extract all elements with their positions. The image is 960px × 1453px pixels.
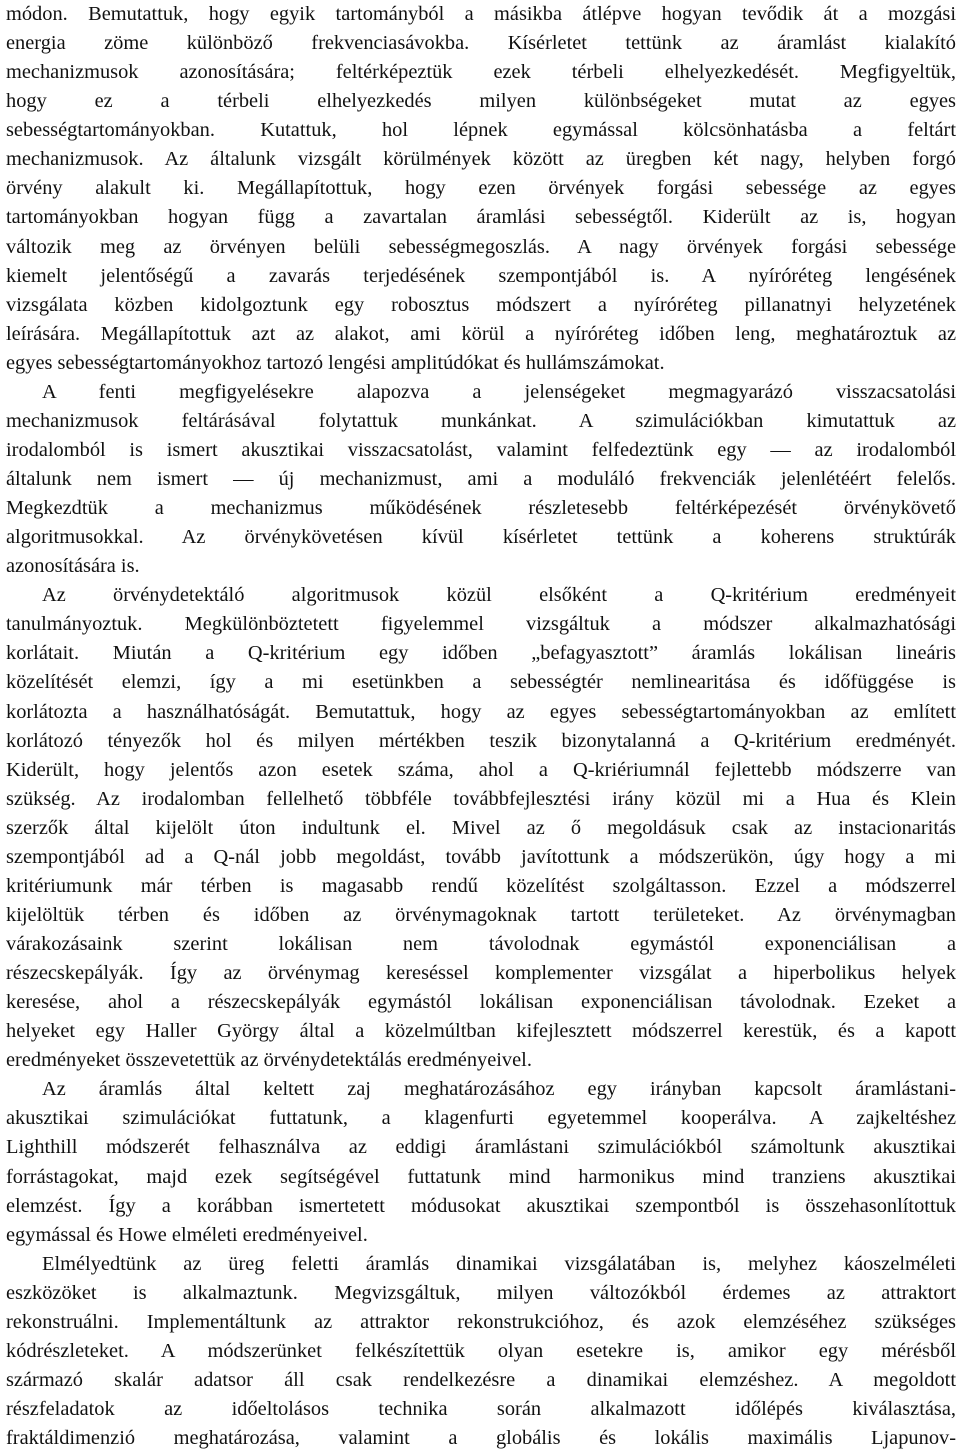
text-line: szempontjából ad a Q-nál jobb megoldást, tovább javítottunk a módszerükön, úgy hogy a mi [6,845,956,868]
text-line: örvény alakult ki. Megállapítottuk, hogy ezen örvények forgási sebessége az egyes [6,177,956,200]
text-line: mechanizmusok feltárásával folytattuk munkánkat. A szimulációkban kimutattuk az [6,409,956,432]
text-line: helyeket egy Haller György által a közelmúltban kifejlesztett módszerrel kerestük, és a kapott [6,1020,956,1043]
text-line: algoritmusokkal. Az örvénykövetésen kívül kísérletet tettünk a koherens struktúrák [6,526,956,549]
paragraph-first-line: A fenti megfigyelésekre alapozva a jelenségeket megmagyarázó visszacsatolási [42,380,956,403]
text-line: rekonstruálni. Implementáltunk az attraktor rekonstrukcióhoz, és azok elemzéséhez szükséges [6,1310,956,1333]
text-line: változik meg az örvényen belüli sebességmegoszlás. A nagy örvények forgási sebessége [6,235,956,258]
text-line: Lighthill módszerét felhasználva az eddigi áramlástani szimulációkból számoltunk akusztikai [6,1136,956,1159]
text-line: sebességtartományokban. Kutattuk, hol lépnek egymással kölcsönhatásba a feltárt [6,119,956,142]
document-page [6,0,956,1453]
text-line: általunk nem ismert — új mechanizmust, ami a moduláló frekvenciák jelenlétéért felelős. [6,468,956,490]
text-line: szükség. Az irodalomban fellelhető többféle továbbfejlesztési irány közül mi a Hua és Klein [6,787,956,810]
text-line: kiemelt jelentőségű a zavarás terjedésének szempontjából is. A nyíróréteg lengésének [6,264,956,287]
paragraph-first-line: Elmélyedtünk az üreg feletti áramlás dinamikai vizsgálatában is, melyhez káoszelméleti [42,1252,956,1275]
text-line: tartományokban hogyan függ a zavartalan áramlási sebességtől. Kiderült az is, hogyan [6,206,956,229]
text-line: irodalomból is ismert akusztikai visszacsatolást, valamint felfedeztünk egy — az irodalomból [6,438,956,461]
paragraph-first-line: Az örvénydetektáló algoritmusok közül elsőként a Q-kritérium eredményeit [42,584,956,607]
text-line: mechanizmusok. Az általunk vizsgált körülmények között az üregben két nagy, helyben forgó [6,148,956,171]
text-line: akusztikai szimulációkat futtatunk, a klagenfurti egyetemmel kooperálva. A zajkeltéshez [6,1107,956,1130]
text-line: eszközöket is alkalmaztunk. Megvizsgáltuk, milyen változókból érdemes az attraktort [6,1281,956,1304]
text-line: mechanizmusok azonosítására; feltérképeztük ezek térbeli elhelyezkedését. Megfigyeltük, [6,61,956,84]
text-line: energia zöme különböző frekvenciasávokba. Kísérletet tettünk az áramlást kialakító [6,32,956,55]
text-line: fraktáldimenzió meghatározása, valamint a globális és lokális maximális Ljapunov- [6,1427,956,1450]
text-line: módon. Bemutattuk, hogy egyik tartományból a másikba átlépve hogyan tevődik át a mozgási [6,3,956,25]
text-line: leírására. Megállapítottuk azt az alakot, ami körül a nyíróréteg időben leng, meghatároztuk az [6,322,956,345]
text-line: korlátozta a használhatóságát. Bemutattuk, hogy az egyes sebességtartományokban az említett [6,700,956,723]
text-line: várakozásaink szerint lokálisan nem távolodnak egymástól exponenciálisan a [6,933,956,955]
text-line: forrástagokat, majd ezek segítségével futtatunk mind harmonikus mind tranziens akusztikai [6,1165,956,1188]
text-line: vizsgálata közben kidolgoztunk egy robosztus módszert a nyíróréteg pillanatnyi helyzetének [6,293,956,316]
text-line: közelítését elemzi, így a mi esetünkben a sebességtér nemlinearitása és időfüggése is [6,671,956,694]
text-line: Megkezdtük a mechanizmus működésének részletesebb feltérképezését örvénykövető [6,497,956,520]
text-line: részfeladatok az időeltolásos technika során alkalmazott időlépés kiválasztása, [6,1398,956,1420]
text-line: Kiderült, hogy jelentős azon esetek száma, ahol a Q-kriériumnál fejlettebb módszerre van [6,758,956,781]
text-line: hogy ez a térbeli elhelyezkedés milyen különbségeket mutat az egyes [6,90,956,113]
text-line: egymással és Howe elméleti eredményeivel. [6,1223,368,1246]
text-line: egyes sebességtartományokhoz tartozó lengési amplitúdókat és hullámszámokat. [6,351,665,374]
text-line: származó skalár adatsor áll csak rendelkezésre a dinamikai elemzéshez. A megoldott [6,1368,956,1391]
text-line: eredményeket összevetettük az örvénydetektálás eredményeivel. [6,1049,532,1072]
text-line: kijelöltük térben és időben az örvénymagoknak tartott területeket. Az örvénymagban [6,903,956,926]
text-line: keresése, ahol a részecskepályák egymástól lokálisan exponenciálisan távolodnak. Ezeket a [6,991,956,1014]
text-line: kódrészleteket. A módszerünket felkészítettük olyan esetekre is, amikor egy mérésből [6,1339,956,1362]
text-line: részecskepályák. Így az örvénymag kereséssel komplementer vizsgálat a hiperbolikus helyek [6,962,956,985]
text-line: elemzést. Így a korábban ismertetett módusokat akusztikai szempontból is összehasonlítottuk [6,1194,956,1217]
text-line: tanulmányoztuk. Megkülönböztetett figyelemmel vizsgáltuk a módszer alkalmazhatósági [6,613,956,636]
text-line: kritériumunk már térben is magasabb rendű közelítést szolgáltasson. Ezzel a módszerrel [6,874,956,897]
text-line: szerzők által kijelölt úton indultunk el. Mivel az ő megoldásuk csak az instacionaritás [6,816,956,839]
text-line: korlátozó tényezők hol és milyen mértékben teszik bizonytalanná a Q-kritérium eredményét. [6,729,956,752]
text-line: korlátait. Miután a Q-kritérium egy időben „befagyasztott” áramlás lokálisan lineáris [6,642,956,665]
paragraph-first-line: Az áramlás által keltett zaj meghatározásához egy irányban kapcsolt áramlástani- [42,1078,956,1101]
text-line: azonosítására is. [6,555,140,578]
